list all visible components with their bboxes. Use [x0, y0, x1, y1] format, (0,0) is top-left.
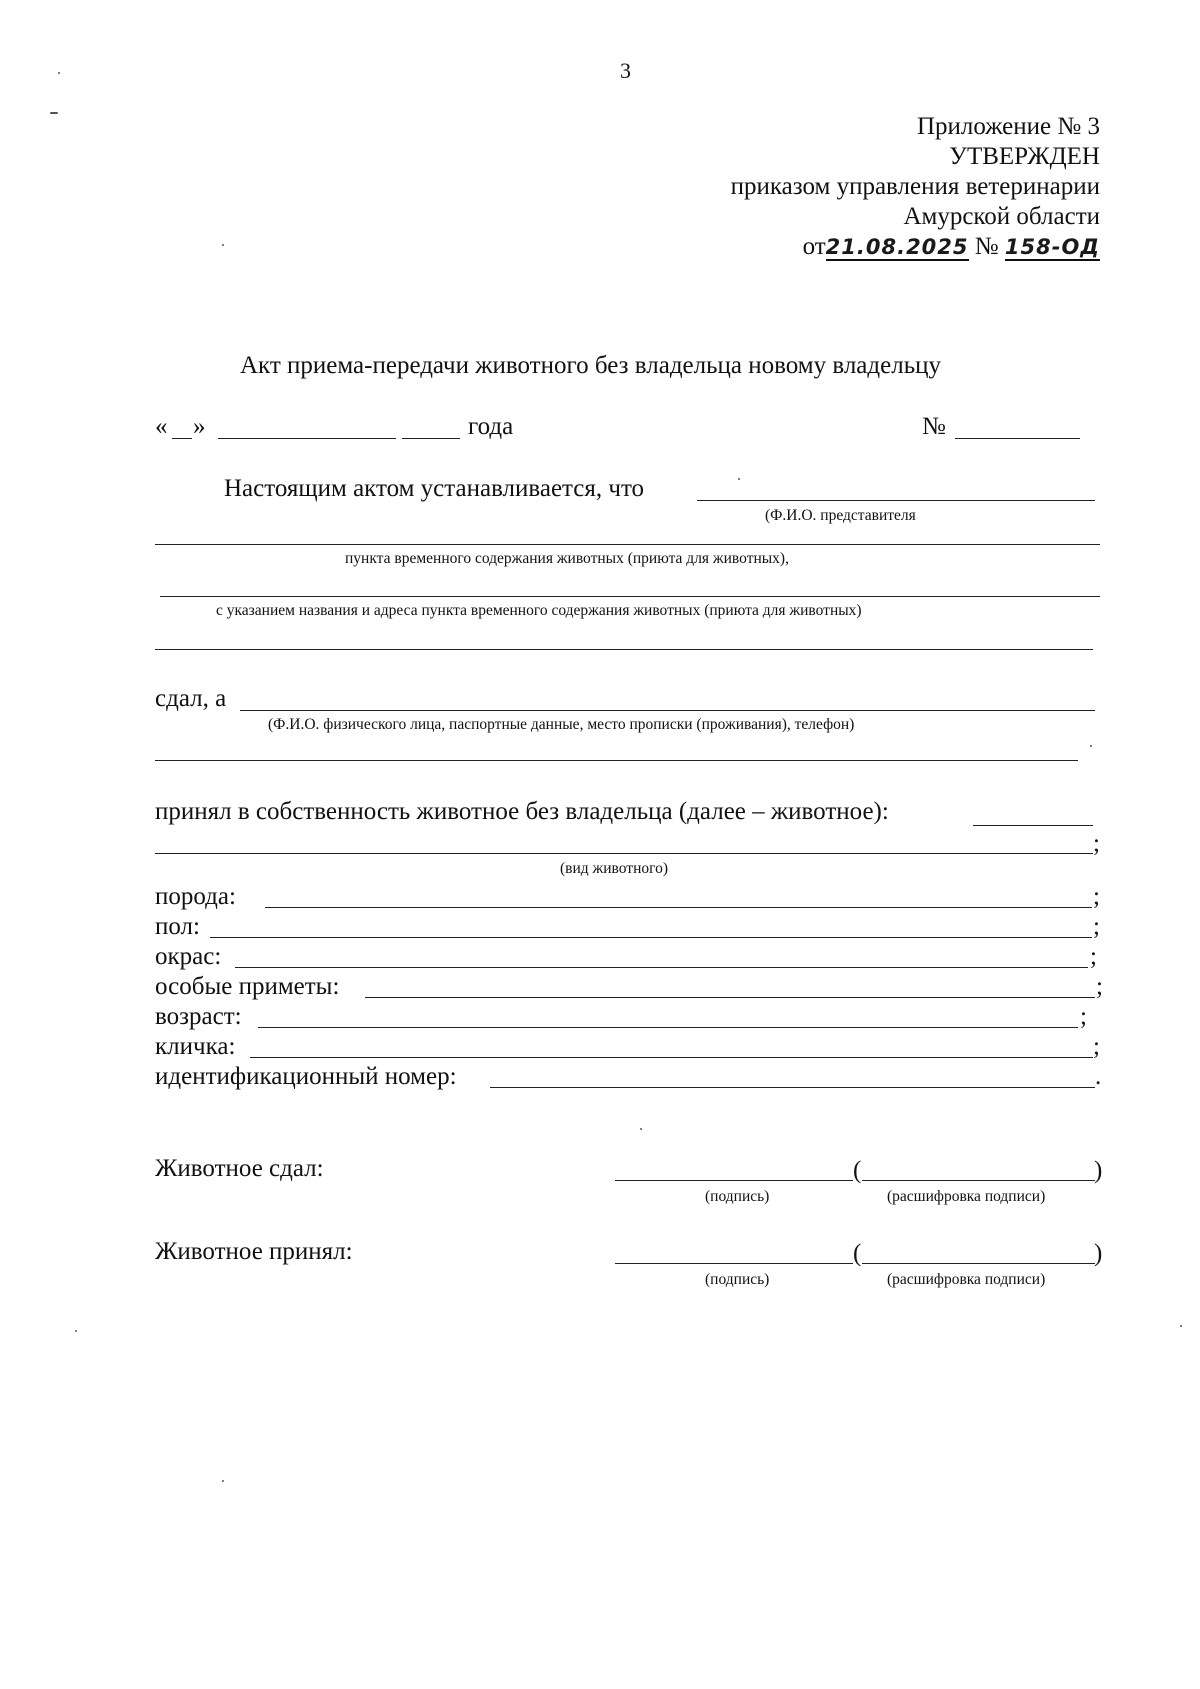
signature-label-handed: Животное сдал: — [155, 1155, 324, 1182]
shelter-address-caption: с указанием названия и адреса пункта временного содержания животных (приюта для животных) — [216, 602, 862, 619]
day-close-quote: » — [193, 413, 206, 440]
scan-speck — [1180, 1325, 1182, 1327]
handwritten-order-number: 158-ОД — [1004, 235, 1100, 259]
scan-speck — [222, 1480, 224, 1482]
field-label-marks: особые приметы: — [155, 973, 340, 1000]
signature-handed-caption: (подпись) — [705, 1188, 770, 1205]
signature-accepted-close-paren: ) — [1094, 1240, 1103, 1267]
field-marks-blank[interactable] — [365, 997, 1095, 998]
field-name-end: ; — [1093, 1033, 1100, 1060]
recipient-name-blank[interactable] — [240, 710, 1095, 711]
handwritten-date: 21.08.2025 — [825, 235, 969, 259]
scan-speck — [640, 1128, 642, 1130]
field-id-end: . — [1095, 1063, 1102, 1090]
field-label-color: окрас: — [155, 943, 222, 970]
scan-speck — [738, 478, 740, 480]
signature-handed-decode-blank[interactable] — [862, 1180, 1095, 1181]
scan-speck — [50, 112, 58, 114]
field-label-name: кличка: — [155, 1033, 236, 1060]
intro-text: Настоящим актом устанавливается, что — [224, 475, 645, 502]
signature-handed-decode-caption: (расшифровка подписи) — [887, 1188, 1046, 1205]
field-age-end: ; — [1080, 1003, 1087, 1030]
act-number-sign: № — [922, 413, 946, 440]
field-label-sex: пол: — [155, 913, 200, 940]
field-age-blank[interactable] — [258, 1027, 1078, 1028]
appendix-label: Приложение № 3 — [916, 113, 1100, 140]
animal-kind-end: ; — [1093, 830, 1100, 857]
signature-handed-blank[interactable] — [615, 1180, 853, 1181]
representative-caption: (Ф.И.О. представителя — [765, 507, 916, 524]
signature-accepted-blank[interactable] — [615, 1263, 853, 1264]
year-word: года — [468, 413, 514, 440]
signature-accepted-open-paren: ( — [853, 1240, 862, 1267]
month-blank[interactable] — [218, 438, 396, 439]
shelter-caption: пункта временного содержания животных (приюта для животных), — [345, 550, 789, 567]
day-blank[interactable] — [172, 438, 192, 439]
accepted-text: принял в собственность животное без владельца (далее – животное): — [155, 798, 889, 825]
document-title: Акт приема-передачи животного без владельца новому владельцу — [240, 352, 941, 379]
field-label-breed: порода: — [155, 883, 236, 910]
field-id-blank[interactable] — [490, 1087, 1095, 1088]
signature-accepted-decode-blank[interactable] — [862, 1263, 1095, 1264]
year-blank[interactable] — [402, 438, 460, 439]
shelter-line-1[interactable] — [155, 544, 1100, 545]
page-number: 3 — [620, 58, 631, 83]
order-date-number-line — [803, 232, 1100, 262]
day-open-quote: « — [155, 413, 168, 440]
scan-speck — [75, 1330, 77, 1332]
signature-accepted-caption: (подпись) — [705, 1271, 770, 1288]
handed-over-text: сдал, а — [155, 685, 227, 712]
signature-accepted-decode-caption: (расшифровка подписи) — [887, 1271, 1046, 1288]
field-breed-end: ; — [1093, 883, 1100, 910]
recipient-caption: (Ф.И.О. физического лица, паспортные данные, место прописки (проживания), телефон) — [268, 716, 855, 733]
field-label-age: возраст: — [155, 1003, 242, 1030]
signature-handed-close-paren: ) — [1094, 1157, 1103, 1184]
recipient-line-2[interactable] — [155, 760, 1078, 761]
number-sign: № — [974, 233, 999, 260]
field-color-blank[interactable] — [235, 967, 1088, 968]
shelter-line-3[interactable] — [155, 649, 1093, 650]
animal-kind-blank-1[interactable] — [973, 825, 1093, 826]
signature-handed-open-paren: ( — [853, 1157, 862, 1184]
scan-speck — [222, 244, 224, 246]
field-label-id: идентификационный номер: — [155, 1063, 457, 1090]
signature-label-accepted: Животное принял: — [155, 1238, 353, 1265]
field-sex-end: ; — [1093, 913, 1100, 940]
order-issuer-line: приказом управления ветеринарии — [730, 173, 1100, 200]
field-marks-end: ; — [1096, 973, 1103, 1000]
act-number-blank[interactable] — [955, 438, 1080, 439]
date-prefix: от — [802, 233, 826, 260]
representative-name-blank[interactable] — [697, 500, 1095, 501]
field-name-blank[interactable] — [250, 1057, 1093, 1058]
shelter-line-2[interactable] — [160, 596, 1100, 597]
animal-kind-caption: (вид животного) — [560, 860, 669, 877]
approved-label: УТВЕРЖДЕН — [949, 143, 1100, 170]
animal-kind-blank-2[interactable] — [155, 853, 1093, 854]
scan-speck — [1090, 745, 1092, 747]
field-color-end: ; — [1090, 943, 1097, 970]
scan-speck — [58, 72, 60, 74]
field-breed-blank[interactable] — [265, 907, 1092, 908]
region-line: Амурской области — [903, 203, 1100, 230]
field-sex-blank[interactable] — [210, 937, 1092, 938]
